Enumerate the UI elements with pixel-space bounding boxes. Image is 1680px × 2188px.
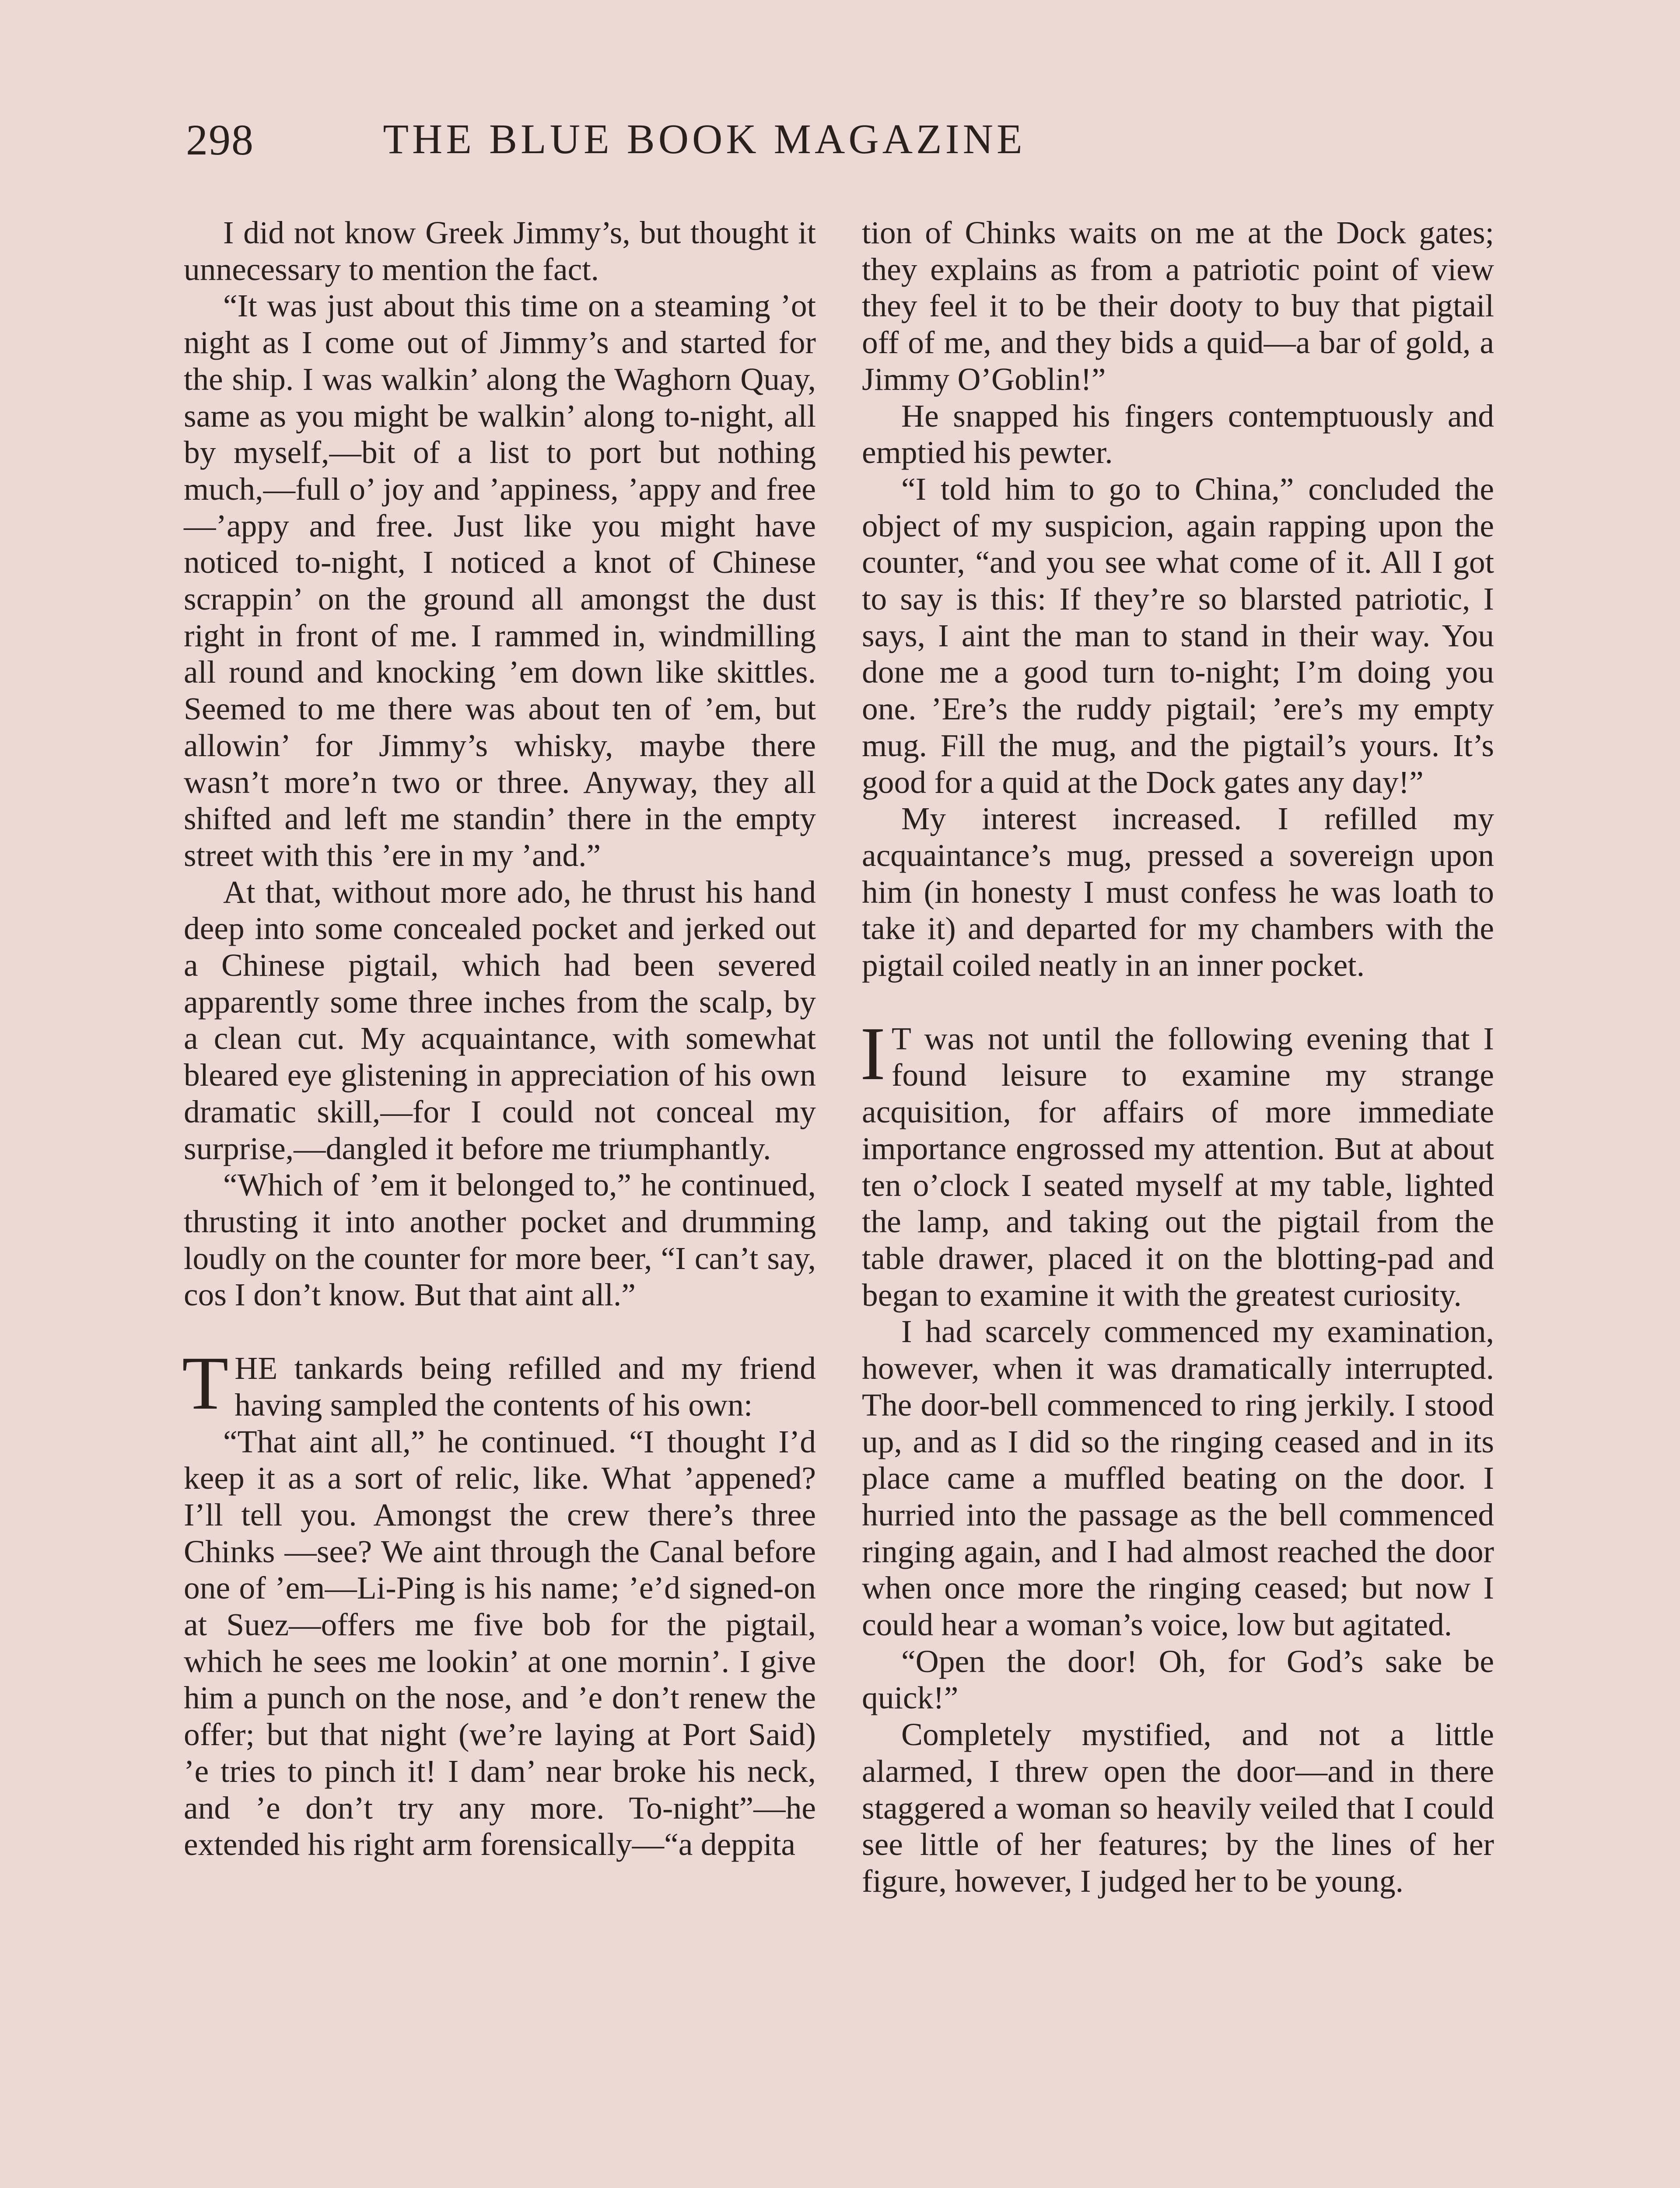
drop-cap: T <box>182 1341 229 1426</box>
section-opening-paragraph <box>860 1011 1494 1314</box>
paragraph: My interest increased. I refilled my acquaintance’s mug, pressed a sovereign upon him (in honesty I must confess he was loath to take it) and departed for my chambers with the pigtail coiled neatly in an inner pocket. <box>862 801 1494 983</box>
left-column <box>184 214 816 1863</box>
magazine-title: THE BLUE BOOK MAGAZINE <box>383 116 1026 162</box>
paragraph: “Which of ’em it belonged to,” he continued, thrusting it into another pocket and drumming loudly on the counter for more beer, “I can’t say, cos I don’t know. But that aint all.” <box>184 1167 816 1313</box>
section-opening-text: HE tankards being refilled and my friend having sampled the contents of his own: <box>234 1350 816 1423</box>
paragraph: I had scarcely commenced my examination, however, when it was dramatically interrupted. The door-bell commenced to ring jerkily. I stood up, and as I did so the ringing ceased and in its place came a muffled beating on the door. I hurried into the passage as the bell commenced ringing again, and I had almost reached the door when once more the ringing ceased; but now I could hear a woman’s voice, low but agitated. <box>862 1314 1494 1643</box>
paragraph: He snapped his fingers contemptuously and emptied his pewter. <box>862 398 1494 470</box>
paragraph: “That aint all,” he continued. “I thought I’d keep it as a sort of relic, like. What ’appened? I’ll tell you. Amongst the crew there’s three Chinks —see? We aint through the Canal before one of ’em—Li-Ping is his name; ’e’d signed-on at Suez—offers me five bob for the pigtail, which he sees me lookin’ at one mornin’. I give him a punch on the nose, and ’e don’t renew the offer; but that night (we’re laying at Port Said) ’e tries to pinch it! I dam’ near broke his neck, and ’e don’t try any more. To-night”—he extended his right arm forensically—“a deppita <box>184 1424 816 1862</box>
section-opening-text: T was not until the following evening that I found leisure to examine my strange acquisition, for affairs of more immediate importance engrossed my attention. But at about ten o’clock I seated myself at my table, lighted the lamp, and taking out the pigtail from the table drawer, placed it on the blotting-pad and began to examine it with the greatest curiosity. <box>862 1020 1494 1313</box>
paragraph: Completely mystified, and not a little alarmed, I threw open the door—and in there staggered a woman so heavily veiled that I could see little of her features; by the lines of her figure, however, I judged her to be young. <box>862 1717 1494 1899</box>
page-header <box>186 115 1223 176</box>
continued-paragraph: tion of Chinks waits on me at the Dock gates; they explains as from a patriotic point of view they feel it to be their dooty to buy that pigtail off of me, and they bids a quid—a bar of gold, a Jimmy O’Goblin!” <box>862 215 1494 397</box>
page-number: 298 <box>186 116 254 164</box>
paragraph: “It was just about this time on a steaming ’ot night as I come out of Jimmy’s and started for the ship. I was walkin’ along the Waghorn Quay, same as you might be walkin’ along to-night, all by myself,—bit of a list to port but nothing much,—full o’ joy and ’appiness, ’appy and free—’appy and free. Just like you might have noticed to-night, I noticed a knot of Chinese scrappin’ on the ground all amongst the dust right in front of me. I rammed in, windmilling all round and knocking ’em down like skittles. Seemed to me there was about ten of ’em, but allowin’ for Jimmy’s whisky, maybe there wasn’t more’n two or three. Anyway, they all shifted and left me standin’ there in the empty street with this ’ere in my ’and.” <box>184 288 816 873</box>
section-opening-paragraph <box>182 1341 816 1426</box>
paragraph: “I told him to go to China,” concluded the object of my suspicion, again rapping upon the counter, “and you see what come of it. All I got to say is this: If they’re so blarsted patriotic, I says, I aint the man to stand in their way. You done me a good turn to-night; I’m doing you one. ’Ere’s the ruddy pigtail; ’ere’s my empty mug. Fill the mug, and the pigtail’s yours. It’s good for a quid at the Dock gates any day!” <box>862 471 1494 800</box>
drop-cap: I <box>860 1011 886 1096</box>
paragraph: “Open the door! Oh, for God’s sake be quick!” <box>862 1643 1494 1716</box>
right-column <box>862 214 1494 1900</box>
paragraph: I did not know Greek Jimmy’s, but thought it unnecessary to mention the fact. <box>184 215 816 287</box>
paragraph: At that, without more ado, he thrust his hand deep into some concealed pocket and jerked out a Chinese pigtail, which had been severed apparently some three inches from the scalp, by a clean cut. My acquaintance, with somewhat bleared eye glistening in appreciation of his own dramatic skill,—for I could not conceal my surprise,—dangled it before me triumphantly. <box>184 874 816 1166</box>
